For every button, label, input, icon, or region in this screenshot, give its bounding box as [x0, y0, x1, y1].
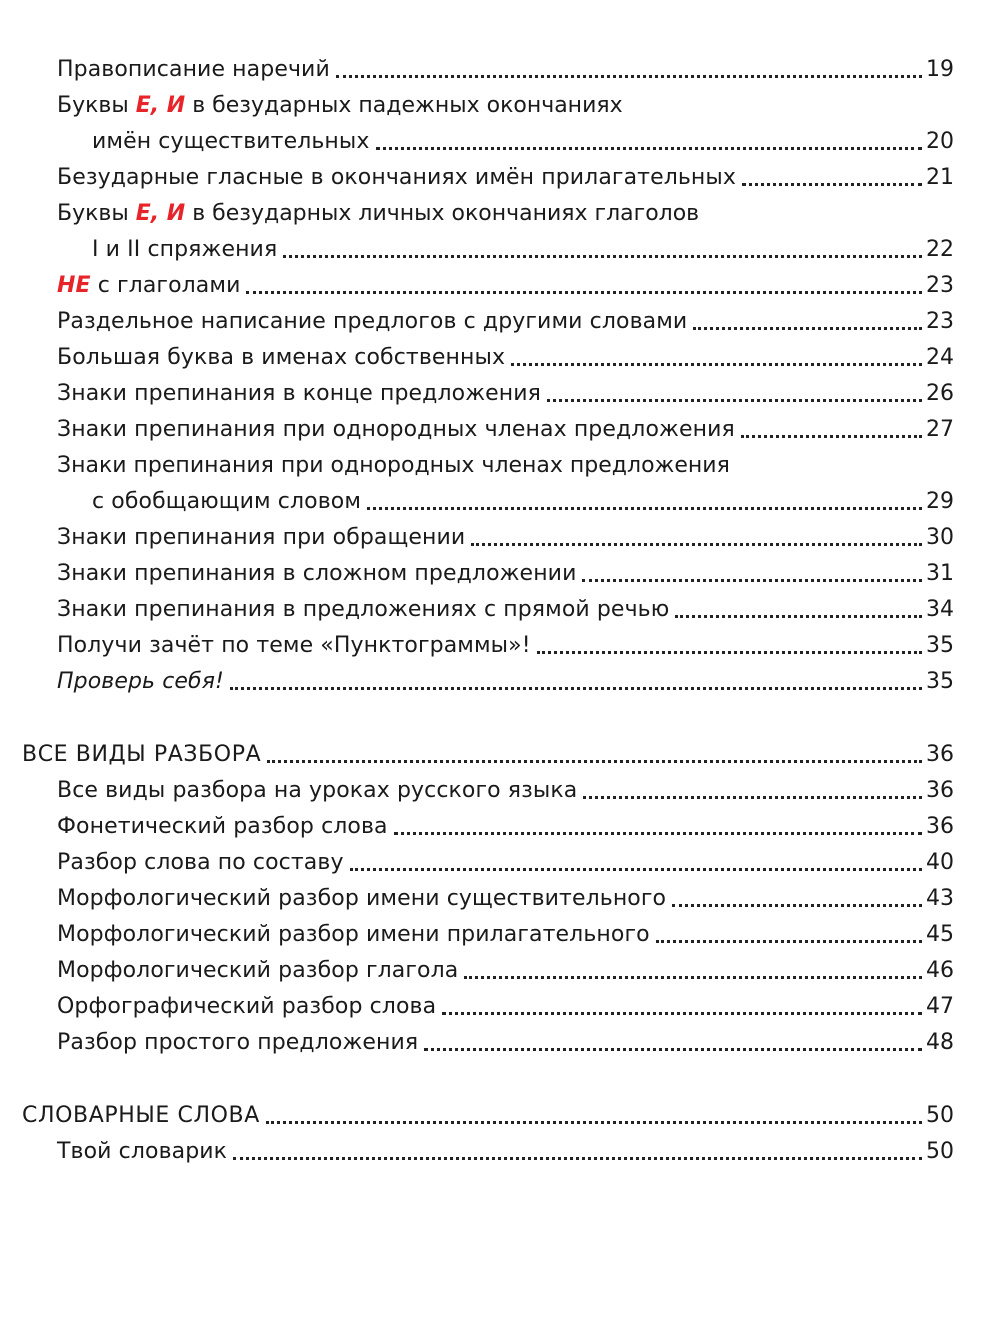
highlight-letter-e: Е — [135, 201, 151, 226]
toc-entry-line1[interactable] — [57, 192, 699, 228]
dot-leader — [442, 1012, 922, 1015]
toc-entry[interactable] — [57, 660, 954, 696]
toc-entry-page: 21 — [926, 165, 954, 190]
dot-leader — [394, 832, 922, 835]
dot-leader — [675, 615, 922, 618]
dot-leader — [742, 183, 922, 186]
section-title: ВСЕ ВИДЫ РАЗБОРА — [22, 742, 262, 767]
dot-leader — [230, 687, 922, 690]
dot-leader — [672, 904, 922, 907]
dot-leader — [283, 255, 922, 258]
toc-entry-page: 43 — [926, 886, 954, 911]
dot-leader — [367, 507, 922, 510]
dot-leader — [537, 651, 922, 654]
toc-entry[interactable] — [57, 805, 954, 841]
toc-entry-page: 19 — [926, 57, 954, 82]
toc-entry-title: имён существительных — [92, 129, 370, 154]
dot-leader — [583, 796, 922, 799]
toc-entry-title: Большая буква в именах собственных — [57, 345, 506, 370]
toc-entry-title: Правописание наречий — [57, 57, 330, 82]
toc-entry-text: в безударных падежных окончаниях — [185, 93, 623, 118]
toc-entry-page: 23 — [926, 309, 954, 334]
toc-entry-page: 30 — [926, 525, 954, 550]
toc-entry-page: 29 — [926, 489, 954, 514]
highlight-separator: , — [150, 93, 167, 118]
section-page: 36 — [926, 742, 954, 767]
toc-entry-title — [57, 272, 240, 300]
toc-entry[interactable] — [57, 300, 954, 336]
toc-entry[interactable] — [57, 156, 954, 192]
toc-entry-text: в безударных личных окончаниях глаголов — [185, 201, 700, 226]
toc-entry-text: с глаголами — [90, 273, 241, 298]
toc-entry-page: 35 — [926, 669, 954, 694]
toc-entry-continuation[interactable] — [57, 228, 954, 264]
toc-entry[interactable] — [57, 985, 954, 1021]
highlight-ne: НЕ — [57, 273, 91, 298]
toc-entry-title: Фонетический разбор слова — [57, 814, 388, 839]
toc-entry-page: 24 — [926, 345, 954, 370]
toc-entry-text: Знаки препинания при однородных членах предложения — [57, 453, 730, 478]
dot-leader — [266, 1121, 922, 1124]
toc-entry-page: 20 — [926, 129, 954, 154]
dot-leader — [582, 579, 922, 582]
dot-leader — [693, 327, 922, 330]
toc-entry[interactable] — [57, 913, 954, 949]
dot-leader — [471, 543, 922, 546]
toc-entry-line1[interactable] — [57, 84, 623, 120]
dot-leader — [547, 399, 922, 402]
toc-entry-title: Морфологический разбор имени прилагательного — [57, 922, 650, 947]
toc-entry-continuation[interactable] — [57, 120, 954, 156]
toc-entry-page: 23 — [926, 273, 954, 298]
toc-entry[interactable] — [57, 1130, 954, 1166]
dot-leader — [376, 147, 922, 150]
toc-entry-page: 45 — [926, 922, 954, 947]
section-title: СЛОВАРНЫЕ СЛОВА — [22, 1103, 260, 1128]
toc-entry[interactable] — [57, 516, 954, 552]
toc-entry-title: Орфографический разбор слова — [57, 994, 437, 1019]
toc-entry[interactable] — [57, 624, 954, 660]
toc-entry-page: 50 — [926, 1139, 954, 1164]
toc-entry-title: Морфологический разбор глагола — [57, 958, 459, 983]
dot-leader — [511, 363, 922, 366]
toc-entry-page: 48 — [926, 1030, 954, 1055]
toc-entry-title: Морфологический разбор имени существительного — [57, 886, 667, 911]
highlight-letter-i: И — [166, 201, 186, 226]
toc-entry-page: 47 — [926, 994, 954, 1019]
toc-entry-title: Разбор слова по составу — [57, 850, 344, 875]
toc-section-heading[interactable] — [22, 1094, 954, 1130]
toc-entry-title: Знаки препинания в предложениях с прямой речью — [57, 597, 670, 622]
toc-entry[interactable] — [57, 841, 954, 877]
toc-entry-text: Буквы — [57, 93, 136, 118]
toc-entry[interactable] — [57, 877, 954, 913]
toc-entry-page: 40 — [926, 850, 954, 875]
toc-entry[interactable] — [57, 264, 954, 300]
section-page: 50 — [926, 1103, 954, 1128]
toc-entry-text: Буквы — [57, 201, 136, 226]
toc-entry-title: Проверь себя! — [57, 669, 224, 694]
toc-entry-page: 26 — [926, 381, 954, 406]
toc-entry-page: 36 — [926, 778, 954, 803]
toc-entry-title: I и II спряжения — [92, 237, 278, 262]
toc-entry-title: Получи зачёт по теме «Пунктограммы»! — [57, 633, 531, 658]
toc-entry[interactable] — [57, 552, 954, 588]
dot-leader — [246, 291, 922, 294]
toc-entry-title: Твой словарик — [57, 1139, 228, 1164]
dot-leader — [350, 868, 922, 871]
dot-leader — [424, 1048, 922, 1051]
toc-entry[interactable] — [57, 769, 954, 805]
toc-entry-page: 35 — [926, 633, 954, 658]
dot-leader — [656, 940, 922, 943]
toc-entry-title: Безударные гласные в окончаниях имён прилагательных — [57, 165, 737, 190]
toc-entry-title: Знаки препинания в конце предложения — [57, 381, 541, 406]
toc-entry-title: Все виды разбора на уроках русского языка — [57, 778, 578, 803]
toc-entry[interactable] — [57, 372, 954, 408]
toc-entry-page: 22 — [926, 237, 954, 262]
toc-entry[interactable] — [57, 1021, 954, 1057]
toc-entry[interactable] — [57, 408, 954, 444]
toc-entry-page: 31 — [926, 561, 954, 586]
toc-entry-title: с обобщающим словом — [92, 489, 362, 514]
dot-leader — [464, 976, 922, 979]
toc-section-heading[interactable] — [22, 733, 954, 769]
dot-leader — [233, 1157, 922, 1160]
toc-entry-page: 36 — [926, 814, 954, 839]
toc-entry-title: Знаки препинания в сложном предложении — [57, 561, 577, 586]
toc-entry-page: 34 — [926, 597, 954, 622]
toc-entry-page: 46 — [926, 958, 954, 983]
toc-entry-continuation[interactable] — [57, 480, 954, 516]
dot-leader — [267, 760, 922, 763]
toc-entry-page: 27 — [926, 417, 954, 442]
toc-entry[interactable] — [57, 949, 954, 985]
dot-leader — [741, 435, 922, 438]
highlight-letter-e: Е — [135, 93, 151, 118]
toc-entry-title: Знаки препинания при обращении — [57, 525, 466, 550]
toc-entry[interactable] — [57, 48, 954, 84]
toc-entry[interactable] — [57, 588, 954, 624]
highlight-letter-i: И — [166, 93, 186, 118]
dot-leader — [336, 75, 922, 78]
toc-entry[interactable] — [57, 336, 954, 372]
toc-entry-title: Знаки препинания при однородных членах предложения — [57, 417, 735, 442]
toc-entry-line1[interactable] — [57, 444, 730, 480]
toc-entry-title: Разбор простого предложения — [57, 1030, 419, 1055]
toc-entry-title: Раздельное написание предлогов с другими словами — [57, 309, 688, 334]
highlight-separator: , — [150, 201, 167, 226]
